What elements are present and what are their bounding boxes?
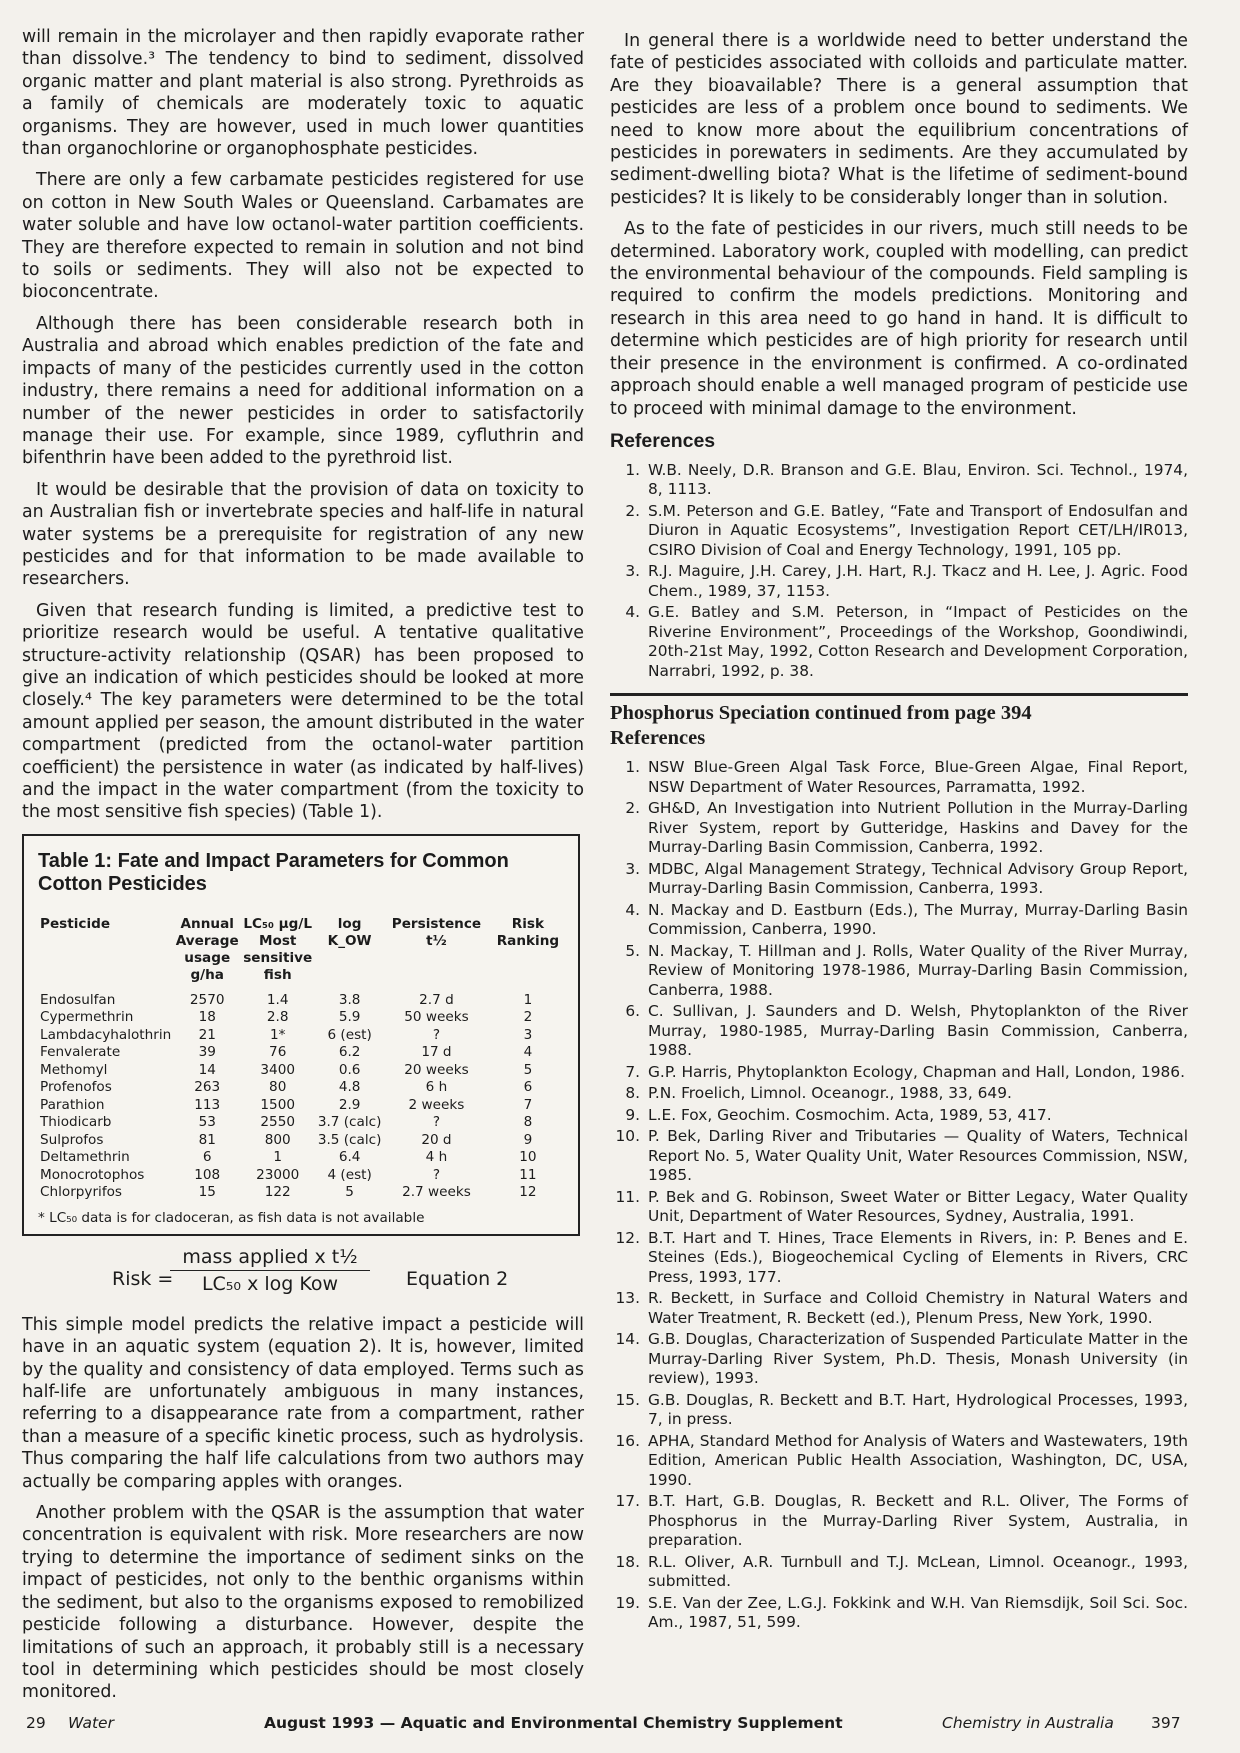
body-paragraph: It would be desirable that the provision of data on toxicity to an Australian fish or invertebrate species and half-life in natural water systems be a prerequisite for registration of any new pesticides and for that information to be made available to researchers. bbox=[22, 479, 584, 590]
cell-usage: 81 bbox=[198, 1131, 216, 1148]
cell-pesticide: Deltamethrin bbox=[40, 1149, 130, 1166]
reference-item bbox=[610, 1127, 1188, 1186]
cell-logkow: 4 (est) bbox=[327, 1166, 372, 1183]
body-paragraph: Although there has been considerable research both in Australia and abroad which enables prediction of the fate and impacts of many of the pesticides currently used in the cotton industry, there remains a need for additional information on a number of the newer pesticides in order to satisfactorily manage their use. For example, since 1989, cyfluthrin and bifenthrin have been added to the pyrethroid list. bbox=[22, 313, 584, 469]
reference-number: 1. bbox=[625, 758, 640, 777]
equation-lhs: Risk = bbox=[112, 1267, 174, 1290]
cell-logkow: 3.7 (calc) bbox=[317, 1114, 382, 1131]
reference-item bbox=[610, 1084, 1188, 1104]
left-column bbox=[22, 26, 584, 1713]
cell-usage: 113 bbox=[194, 1096, 221, 1113]
cell-usage: 15 bbox=[198, 1184, 216, 1201]
reference-text: P. Bek, Darling River and Tributaries — Quality of Waters, Technical Report No. 5, Water Quality Unit, Water Resources Commission, NSW, 1985. bbox=[648, 1127, 1188, 1185]
reference-item bbox=[610, 502, 1188, 561]
cell-logkow: 0.6 bbox=[338, 1061, 361, 1078]
cell-pesticide: Thiodicarb bbox=[40, 1114, 112, 1131]
cell-pesticide: Lambdacyhalothrin bbox=[40, 1026, 172, 1043]
reference-text: C. Sullivan, J. Saunders and D. Welsh, Phytoplankton of the River Murray, 1980-1985, Murray-Darling Basin Commission, Canberra, 1988. bbox=[648, 1002, 1188, 1060]
cell-persistence: 50 weeks bbox=[404, 1009, 469, 1026]
table-row bbox=[38, 1027, 568, 1045]
equation-numerator: mass applied x t½ bbox=[170, 1246, 370, 1271]
cell-pesticide: Methomyl bbox=[40, 1061, 108, 1078]
reference-text: G.B. Douglas, Characterization of Suspended Particulate Matter in the Murray-Darling River System, Ph.D. Thesis, Monash University (in review), 1993. bbox=[648, 1330, 1188, 1388]
page-footer bbox=[0, 1714, 1240, 1740]
reference-number: 13. bbox=[615, 1289, 640, 1308]
body-paragraph: As to the fate of pesticides in our rivers, much still needs to be determined. Laboratory work, coupled with modelling, can predict the environmental behaviour of the compounds. Field sampling is required to confirm the models predictions. Monitoring and research in this area need to go hand in hand. It is difficult to determine which pesticides are of high priority for research until their presence in the environment is confirmed. A co-ordinated approach should enable a well managed program of pesticide use to proceed with minimal damage to the environment. bbox=[610, 219, 1188, 419]
cell-risk: 12 bbox=[519, 1184, 537, 1201]
reference-number: 6. bbox=[625, 1002, 640, 1021]
reference-number: 9. bbox=[625, 1105, 640, 1124]
reference-number: 15. bbox=[615, 1390, 640, 1409]
reference-number: 2. bbox=[625, 799, 640, 818]
cell-logkow: 6.4 bbox=[338, 1149, 361, 1166]
cell-risk: 11 bbox=[519, 1166, 537, 1183]
reference-number: 3. bbox=[625, 562, 640, 581]
references-list-2 bbox=[610, 758, 1188, 1633]
reference-text: B.T. Hart and T. Hines, Trace Elements in Rivers, in: P. Benes and E. Steines (Eds.), Biogeochemical Cycling of Elements in Rivers, CRC Press, 1993, 177. bbox=[648, 1228, 1188, 1286]
col-header-usage: Annual Average usage g/ha bbox=[175, 915, 239, 983]
cell-logkow: 4.8 bbox=[338, 1079, 361, 1096]
table-row bbox=[38, 1009, 568, 1027]
cell-risk: 10 bbox=[519, 1149, 537, 1166]
reference-item bbox=[610, 603, 1188, 681]
reference-item bbox=[610, 1432, 1188, 1491]
journal-name: Chemistry in Australia bbox=[942, 1714, 1114, 1732]
reference-number: 12. bbox=[615, 1228, 640, 1247]
cell-risk: 6 bbox=[523, 1079, 533, 1096]
cell-risk: 2 bbox=[523, 1009, 533, 1026]
cell-lc50: 2550 bbox=[260, 1114, 296, 1131]
reference-text: R.L. Oliver, A.R. Turnbull and T.J. McLean, Limnol. Oceanogr., 1993, submitted. bbox=[648, 1552, 1188, 1591]
cell-pesticide: Parathion bbox=[40, 1096, 105, 1113]
reference-item bbox=[610, 1002, 1188, 1061]
reference-item bbox=[610, 1229, 1188, 1288]
cell-logkow: 3.5 (calc) bbox=[317, 1131, 382, 1148]
reference-number: 19. bbox=[615, 1593, 640, 1612]
cell-lc50: 80 bbox=[269, 1079, 287, 1096]
cell-risk: 3 bbox=[523, 1026, 533, 1043]
col-header-risk: Risk Ranking bbox=[496, 915, 560, 949]
pesticide-table bbox=[38, 916, 568, 1202]
reference-text: L.E. Fox, Geochim. Cosmochim. Acta, 1989, 53, 417. bbox=[648, 1105, 1052, 1124]
cell-lc50: 76 bbox=[269, 1044, 287, 1061]
table-footnote: * LC₅₀ data is for cladoceran, as fish data is not available bbox=[38, 1209, 425, 1226]
section-divider bbox=[610, 693, 1188, 696]
reference-text: S.M. Peterson and G.E. Batley, “Fate and Transport of Endosulfan and Diuron in Aquatic Ecosystems”, Investigation Report CET/LH/IR013, CSIRO Division of Coal and Energy Technology, 1991, 105 pp. bbox=[648, 501, 1188, 559]
reference-number: 16. bbox=[615, 1431, 640, 1450]
issue-line: August 1993 — Aquatic and Environmental Chemistry Supplement bbox=[264, 1714, 843, 1732]
reference-item bbox=[610, 1594, 1188, 1633]
body-paragraph: Given that research funding is limited, a predictive test to prioritize research would be useful. A tentative qualitative structure-activity relationship (QSAR) has been proposed to give an indication of which pesticides should be looked at more closely.⁴ The key parameters were determined to be the total amount applied per season, the amount distributed in the water compartment (predicted from the octanol-water partition coefficient) the persistence in water (as indicated by half-lives) and the impact in the water compartment (from the toxicity to the most sensitive fish species) (Table 1). bbox=[22, 600, 584, 823]
cell-usage: 39 bbox=[198, 1044, 216, 1061]
cell-lc50: 1.4 bbox=[266, 991, 289, 1008]
reference-text: R.J. Maguire, J.H. Carey, J.H. Hart, R.J. Tkacz and H. Lee, J. Agric. Food Chem., 1989, 37, 1153. bbox=[648, 562, 1188, 600]
cell-risk: 1 bbox=[523, 991, 533, 1008]
reference-item bbox=[610, 1553, 1188, 1592]
reference-item bbox=[610, 901, 1188, 940]
body-paragraph: This simple model predicts the relative impact a pesticide will have in an aquatic system (equation 2). It is, however, limited by the quality and consistency of data employed. Terms such as half-life are unfortunately ambiguous in many instances, referring to a disappearance rate from a compartment, rather than a measure of a specific kinetic process, such as hydrolysis. Thus comparing the half life calculations from two authors may actually be comparing apples with oranges. bbox=[22, 1314, 584, 1492]
cell-usage: 18 bbox=[198, 1009, 216, 1026]
cell-lc50: 1* bbox=[269, 1026, 286, 1043]
reference-text: G.P. Harris, Phytoplankton Ecology, Chapman and Hall, London, 1986. bbox=[648, 1062, 1185, 1081]
reference-number: 14. bbox=[615, 1330, 640, 1349]
reference-number: 11. bbox=[615, 1187, 640, 1206]
cell-lc50: 2.8 bbox=[266, 1009, 289, 1026]
cell-persistence: 2.7 d bbox=[419, 991, 454, 1008]
reference-item bbox=[610, 562, 1188, 601]
continued-heading: Phosphorus Speciation continued from page 394 bbox=[610, 702, 1032, 725]
col-header-lc50: LC₅₀ µg/L Most sensitive fish bbox=[243, 915, 313, 983]
reference-item bbox=[610, 1330, 1188, 1389]
equation-2 bbox=[22, 1246, 584, 1310]
cell-risk: 8 bbox=[523, 1114, 533, 1131]
reference-number: 17. bbox=[615, 1492, 640, 1511]
table-row bbox=[38, 1184, 568, 1202]
reference-text: N. Mackay and D. Eastburn (Eds.), The Murray, Murray-Darling Basin Commission, Canberra, 1990. bbox=[648, 900, 1188, 939]
body-paragraph: There are only a few carbamate pesticides registered for use on cotton in New South Wales or Queensland. Carbamates are water soluble and have low octanol-water partition coefficients. They are therefore expected to remain in solution and not bind to soils or sediments. They will also not be expected to bioconcentrate. bbox=[22, 170, 584, 303]
cell-persistence: 2.7 weeks bbox=[402, 1184, 471, 1201]
reference-text: G.B. Douglas, R. Beckett and B.T. Hart, Hydrological Processes, 1993, 7, in press. bbox=[648, 1390, 1188, 1429]
reference-text: NSW Blue-Green Algal Task Force, Blue-Green Algae, Final Report, NSW Department of Water Resources, Parramatta, 1992. bbox=[648, 758, 1188, 796]
table-row bbox=[38, 992, 568, 1010]
cell-risk: 9 bbox=[523, 1131, 533, 1148]
cell-pesticide: Chlorpyrifos bbox=[40, 1184, 123, 1201]
table-row bbox=[38, 1167, 568, 1185]
cell-usage: 108 bbox=[194, 1166, 221, 1183]
table-row bbox=[38, 1097, 568, 1115]
cell-logkow: 6.2 bbox=[338, 1044, 361, 1061]
table-1-box bbox=[22, 834, 580, 1236]
table-row bbox=[38, 1062, 568, 1080]
references-heading-2: References bbox=[610, 727, 706, 750]
cell-persistence: 2 weeks bbox=[408, 1096, 465, 1113]
reference-item bbox=[610, 1492, 1188, 1551]
cell-pesticide: Fenvalerate bbox=[40, 1044, 121, 1061]
reference-item bbox=[610, 1188, 1188, 1227]
table-row bbox=[38, 1114, 568, 1132]
cell-logkow: 3.8 bbox=[338, 991, 361, 1008]
references-heading: References bbox=[610, 429, 716, 452]
cell-persistence: 17 d bbox=[421, 1044, 452, 1061]
cell-lc50: 23000 bbox=[256, 1166, 300, 1183]
equation-denominator: LC₅₀ x log Kow bbox=[201, 1272, 339, 1295]
reference-text: P. Bek and G. Robinson, Sweet Water or Bitter Legacy, Water Quality Unit, Department of Water Resources, Sydney, Australia, 1991. bbox=[648, 1187, 1188, 1226]
reference-text: W.B. Neely, D.R. Branson and G.E. Blau, Environ. Sci. Technol., 1974, 8, 1113. bbox=[648, 460, 1188, 499]
cell-usage: 2570 bbox=[189, 991, 225, 1008]
cell-persistence: 6 h bbox=[425, 1079, 448, 1096]
reference-number: 5. bbox=[625, 941, 640, 960]
cell-persistence: 20 d bbox=[421, 1131, 452, 1148]
reference-number: 10. bbox=[615, 1127, 640, 1146]
table-row bbox=[38, 1079, 568, 1097]
reference-text: S.E. Van der Zee, L.G.J. Fokkink and W.H. Van Riemsdijk, Soil Sci. Soc. Am., 1987, 51, 599. bbox=[648, 1593, 1188, 1632]
reference-text: R. Beckett, in Surface and Colloid Chemistry in Natural Waters and Water Treatment, R. Beckett (ed.), Plenum Press, New York, 1990. bbox=[648, 1289, 1188, 1327]
reference-text: N. Mackay, T. Hillman and J. Rolls, Water Quality of the River Murray, Review of Monitoring 1978-1986, Murray-Darling Basin Commission, Canberra, 1988. bbox=[648, 941, 1188, 999]
references-list bbox=[610, 461, 1188, 682]
cell-usage: 53 bbox=[198, 1114, 216, 1131]
cell-usage: 6 bbox=[202, 1149, 212, 1166]
cell-persistence: 4 h bbox=[425, 1149, 448, 1166]
reference-item bbox=[610, 799, 1188, 858]
reference-item bbox=[610, 1063, 1188, 1083]
cell-lc50: 122 bbox=[264, 1184, 291, 1201]
reference-text: APHA, Standard Method for Analysis of Waters and Wastewaters, 19th Edition, American Public Health Association, Washington, DC, USA, 1990. bbox=[648, 1431, 1188, 1489]
cell-persistence: ? bbox=[432, 1026, 441, 1043]
equation-label: Equation 2 bbox=[406, 1267, 509, 1290]
cell-pesticide: Cypermethrin bbox=[40, 1009, 134, 1026]
body-paragraph: In general there is a worldwide need to better understand the fate of pesticides associated with colloids and particulate matter. Are they bioavailable? There is a general assumption that pesticides are less of a problem once bound to sediments. We need to know more about the equilibrium concentrations of pesticides in porewaters in sediments. Are they accumulated by sediment-dwelling biota? What is the lifetime of sediment-bound pesticides? It is likely to be considerably longer than in solution. bbox=[610, 31, 1188, 208]
reference-text: GH&D, An Investigation into Nutrient Pollution in the Murray-Darling River System, report by Gutteridge, Haskins and Davey for the Murray-Darling Basin Commission, Canberra, 1992. bbox=[648, 799, 1188, 857]
cell-lc50: 800 bbox=[264, 1131, 291, 1148]
cell-risk: 5 bbox=[523, 1061, 533, 1078]
cell-usage: 21 bbox=[198, 1026, 216, 1043]
table-title: Table 1: Fate and Impact Parameters for Common Cotton Pesticides bbox=[38, 849, 509, 895]
reference-number: 18. bbox=[615, 1552, 640, 1571]
section-name: Water bbox=[68, 1714, 114, 1732]
cell-logkow: 5.9 bbox=[338, 1009, 361, 1026]
reference-text: P.N. Froelich, Limnol. Oceanogr., 1988, 33, 649. bbox=[648, 1084, 1012, 1103]
cell-usage: 14 bbox=[198, 1061, 216, 1078]
reference-item bbox=[610, 1289, 1188, 1328]
reference-text: G.E. Batley and S.M. Peterson, in “Impact of Pesticides on the Riverine Environment”, Proceedings of the Workshop, Goondiwindi, 20th-21st May, 1992, Cotton Research and Development Corporation, Narrabri, 1992, p. 38. bbox=[648, 603, 1188, 680]
cell-logkow: 2.9 bbox=[338, 1096, 361, 1113]
cell-persistence: 20 weeks bbox=[404, 1061, 469, 1078]
reference-item bbox=[610, 461, 1188, 500]
col-header-logkow: log K_OW bbox=[327, 915, 372, 949]
cell-usage: 263 bbox=[194, 1079, 221, 1096]
reference-number: 3. bbox=[625, 859, 640, 878]
cell-pesticide: Profenofos bbox=[40, 1079, 112, 1096]
cell-pesticide: Sulprofos bbox=[40, 1131, 104, 1148]
reference-item bbox=[610, 942, 1188, 1001]
cell-lc50: 3400 bbox=[260, 1061, 296, 1078]
cell-persistence: ? bbox=[432, 1166, 441, 1183]
reference-text: B.T. Hart, G.B. Douglas, R. Beckett and R.L. Oliver, The Forms of Phosphorus in the Murray-Darling River System, Australia, in preparation. bbox=[648, 1492, 1188, 1550]
body-paragraph: will remain in the microlayer and then rapidly evaporate rather than dissolve.³ The tendency to bind to sediment, dissolved organic matter and plant material is also strong. Pyrethroids as a family of chemicals are moderately toxic to aquatic organisms. They are however, used in much lower quantities than organochlorine or organophosphate pesticides. bbox=[22, 27, 584, 160]
table-row bbox=[38, 1044, 568, 1062]
page-number-left: 29 bbox=[26, 1714, 46, 1732]
cell-pesticide: Endosulfan bbox=[40, 991, 116, 1008]
cell-lc50: 1 bbox=[273, 1149, 283, 1166]
cell-persistence: ? bbox=[432, 1114, 441, 1131]
body-paragraph: Another problem with the QSAR is the assumption that water concentration is equivalent with risk. More researchers are now trying to determine the importance of sediment sinks on the impact of pesticides, not only to the benthic organisms within the sediment, but also to the organisms exposed to remobilized pesticide following a disturbance. However, despite the limitations of such an approach, it probably still is a necessary tool in determining which pesticides should be most closely monitored. bbox=[22, 1503, 584, 1703]
reference-text: MDBC, Algal Management Strategy, Technical Advisory Group Report, Murray-Darling Basin Commission, Canberra, 1993. bbox=[648, 859, 1188, 898]
cell-lc50: 1500 bbox=[260, 1096, 296, 1113]
cell-risk: 7 bbox=[523, 1096, 533, 1113]
reference-number: 1. bbox=[625, 460, 640, 479]
table-body bbox=[38, 992, 568, 1202]
right-column bbox=[610, 30, 1188, 1635]
col-header-pesticide: Pesticide bbox=[40, 915, 111, 932]
equation-fraction bbox=[170, 1246, 370, 1295]
reference-item bbox=[610, 1391, 1188, 1430]
cell-logkow: 5 bbox=[345, 1184, 354, 1201]
cell-pesticide: Monocrotophos bbox=[40, 1166, 145, 1183]
cell-logkow: 6 (est) bbox=[327, 1026, 372, 1043]
reference-number: 4. bbox=[625, 900, 640, 919]
reference-item bbox=[610, 860, 1188, 899]
reference-number: 7. bbox=[625, 1062, 640, 1081]
col-header-persistence: Persistence t½ bbox=[391, 915, 482, 949]
reference-number: 4. bbox=[625, 603, 640, 622]
cell-risk: 4 bbox=[523, 1044, 533, 1061]
table-row bbox=[38, 1132, 568, 1150]
page-number-right: 397 bbox=[1151, 1714, 1181, 1732]
table-row bbox=[38, 1149, 568, 1167]
reference-item bbox=[610, 758, 1188, 797]
reference-item bbox=[610, 1106, 1188, 1126]
reference-number: 2. bbox=[625, 501, 640, 520]
reference-number: 8. bbox=[625, 1084, 640, 1103]
